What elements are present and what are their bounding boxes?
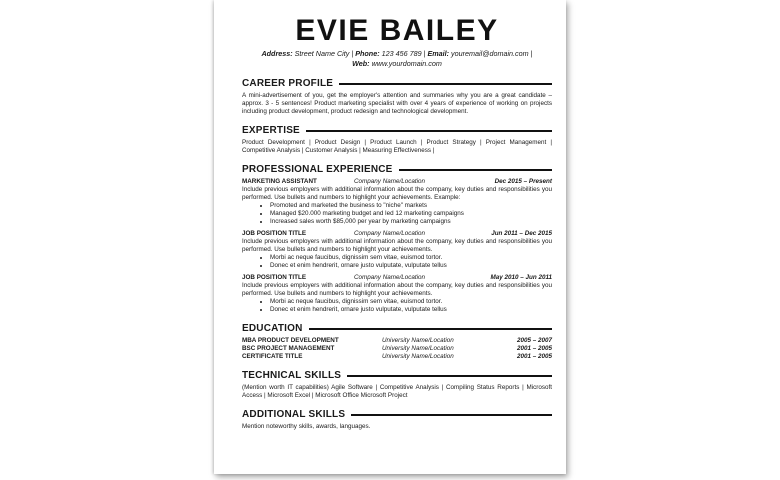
additional-skills-text: Mention noteworthy skills, awards, languages.	[242, 423, 371, 430]
job-company: Company Name/Location	[354, 178, 426, 185]
technical-skills-section	[242, 369, 552, 400]
section-title: CAREER PROFILE	[242, 78, 334, 89]
address-label: Address:	[261, 49, 293, 58]
bullet-item: • Increased sales worth $85,000 per year by marketing campaigns	[270, 218, 552, 226]
expertise-section	[242, 124, 552, 155]
section-rule	[351, 414, 552, 416]
career-profile-section	[242, 77, 552, 116]
section-title: PROFESSIONAL EXPERIENCE	[242, 164, 393, 175]
job-dates: Dec 2015 – Present	[494, 178, 552, 185]
degree: BSC PROJECT MANAGEMENT	[242, 345, 335, 352]
separator: |	[423, 49, 426, 58]
web-value: www.yourdomain.com	[371, 59, 442, 68]
job-entry	[242, 230, 552, 270]
school: University Name/Location	[382, 345, 454, 352]
bullet-item: • Morbi ac neque faucibus, dignissim sem vitae, euismod tortor.	[270, 254, 552, 262]
section-rule	[309, 328, 552, 330]
education-dates: 2005 – 2007	[516, 337, 552, 344]
bullet-item: • Donec et enim hendrerit, ornare justo vulputate, vulputate tellus	[270, 306, 552, 314]
section-rule	[347, 375, 552, 377]
section-title: EDUCATION	[242, 323, 303, 334]
job-dates: Jun 2011 – Dec 2015	[491, 230, 552, 237]
education-dates: 2001 – 2005	[516, 345, 552, 352]
job-company: Company Name/Location	[354, 230, 426, 237]
phone-label: Phone:	[355, 49, 380, 58]
resume-name: EVIE BAILEY	[295, 14, 499, 47]
separator: |	[351, 49, 354, 58]
bullet-item: • Morbi ac neque faucibus, dignissim sem vitae, euismod tortor.	[270, 298, 552, 306]
job-entry	[242, 274, 552, 314]
bullet-item: • Donec et enim hendrerit, ornare justo vulputate, vulputate tellus	[270, 262, 552, 270]
job-description: Include previous employers with additional information about the company, key duties and responsibilities you performed. Use bullets and numbers to highlight your achievements.	[242, 282, 552, 297]
job-description: Include previous employers with additional information about the company, key duties and responsibilities you performed. Use bullets and numbers to highlight your achievements. Example:	[242, 186, 552, 201]
experience-section	[242, 163, 552, 314]
separator: |	[530, 49, 533, 58]
job-title: MARKETING ASSISTANT	[242, 178, 317, 185]
expertise-text: Product Development | Product Design | Product Launch | Product Strategy | Project Management | Competitive Analysis | Customer Analysis | Measuring Effectiveness |	[242, 139, 552, 154]
section-title: EXPERTISE	[242, 125, 300, 136]
section-title: ADDITIONAL SKILLS	[242, 409, 346, 420]
job-bullets	[242, 298, 552, 314]
contact-line	[242, 49, 552, 69]
career-profile-text: A mini-advertisement of you, get the employer's attention and summaries why you are a great candidate – approx. 3 - 5 sentences! Product marketing specialist with over 4 years of experience of working on projects including product development, product redesign and technological development.	[242, 92, 552, 115]
job-title: JOB POSITION TITLE	[242, 230, 307, 237]
technical-skills-text: (Mention worth IT capabilities) Agile Software | Competitive Analysis | Compiling Status Reports | Microsoft Access | Microsoft Excel | Microsoft Office Microsoft Project	[242, 384, 552, 399]
education-row	[242, 337, 552, 345]
bullet-item: • Promoted and marketed the business to "niche" markets	[270, 202, 552, 210]
degree: CERTIFICATE TITLE	[242, 353, 303, 360]
job-description: Include previous employers with additional information about the company, key duties and responsibilities you performed. Use bullets and numbers to highlight your achievements.	[242, 238, 552, 253]
education-row	[242, 353, 552, 361]
degree: MBA PRODUCT DEVELOPMENT	[242, 337, 339, 344]
section-rule	[399, 169, 552, 171]
school: University Name/Location	[382, 337, 454, 344]
resume-content	[242, 14, 552, 431]
bullet-item: • Managed $20.000 marketing budget and led 12 marketing campaigns	[270, 210, 552, 218]
email-value: youremail@domain.com	[451, 49, 529, 58]
job-title: JOB POSITION TITLE	[242, 274, 307, 281]
resume-page	[214, 0, 566, 474]
job-dates: May 2010 – Jun 2011	[490, 274, 552, 281]
job-bullets	[242, 254, 552, 270]
section-title: TECHNICAL SKILLS	[242, 370, 342, 381]
web-label: Web:	[352, 59, 370, 68]
section-rule	[339, 83, 552, 85]
section-rule	[306, 130, 552, 132]
additional-skills-section	[242, 408, 552, 431]
education-row	[242, 345, 552, 353]
education-dates: 2001 – 2005	[516, 353, 552, 360]
job-entry	[242, 178, 552, 226]
email-label: Email:	[427, 49, 450, 58]
address-value: Street Name City	[294, 49, 350, 58]
phone-value: 123 456 789	[381, 49, 422, 58]
job-bullets	[242, 202, 552, 226]
job-company: Company Name/Location	[354, 274, 426, 281]
education-section	[242, 322, 552, 361]
school: University Name/Location	[382, 353, 454, 360]
